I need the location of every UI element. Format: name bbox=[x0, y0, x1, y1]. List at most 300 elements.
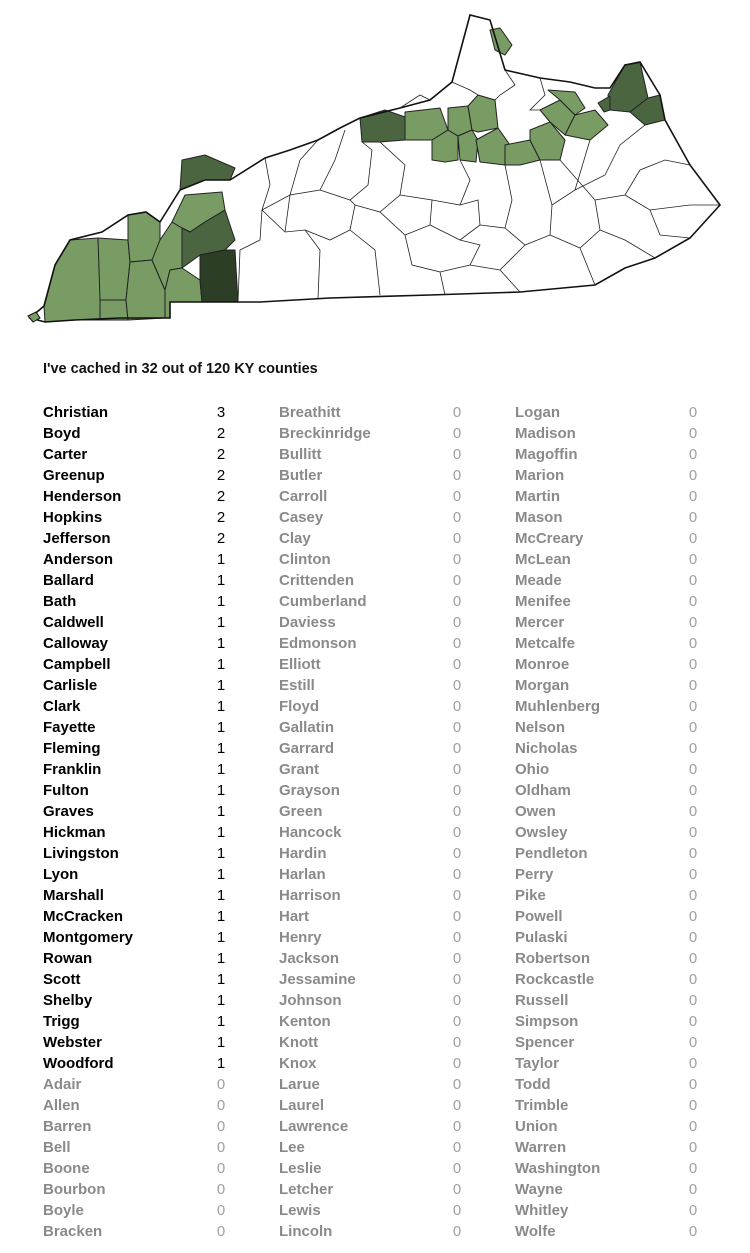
county-row bbox=[515, 948, 750, 969]
county-count: 0 bbox=[452, 992, 462, 1009]
county-count: 0 bbox=[688, 761, 698, 778]
county-count: 0 bbox=[688, 740, 698, 757]
county-name: Ohio bbox=[515, 761, 550, 778]
county-count: 0 bbox=[688, 1202, 698, 1219]
county-name: Elliott bbox=[279, 656, 321, 673]
county-name: Christian bbox=[43, 404, 109, 421]
county-name: Green bbox=[279, 803, 323, 820]
county-name: Montgomery bbox=[43, 929, 133, 946]
county-name: Marshall bbox=[43, 887, 104, 904]
county-name: Powell bbox=[515, 908, 563, 925]
county-name: Clark bbox=[43, 698, 81, 715]
county-name: McCreary bbox=[515, 530, 584, 547]
county-name: Monroe bbox=[515, 656, 570, 673]
county-count: 1 bbox=[216, 824, 226, 841]
county-name: Meade bbox=[515, 572, 562, 589]
county-count: 0 bbox=[688, 824, 698, 841]
county-row bbox=[279, 906, 515, 927]
county-name: Shelby bbox=[43, 992, 93, 1009]
county-row bbox=[279, 1179, 515, 1200]
county-name: Henderson bbox=[43, 488, 122, 505]
county-count: 2 bbox=[216, 509, 226, 526]
county-count: 0 bbox=[452, 404, 462, 421]
county-row bbox=[43, 507, 279, 528]
county-name: Spencer bbox=[515, 1034, 575, 1051]
county-name: Wolfe bbox=[515, 1223, 556, 1240]
county-name: Simpson bbox=[515, 1013, 579, 1030]
county-count: 0 bbox=[688, 950, 698, 967]
county-name: Lewis bbox=[279, 1202, 321, 1219]
county-name: Jackson bbox=[279, 950, 340, 967]
county-count: 0 bbox=[452, 740, 462, 757]
county-row bbox=[279, 444, 515, 465]
county-count: 0 bbox=[688, 1160, 698, 1177]
county-row bbox=[43, 969, 279, 990]
county-row bbox=[279, 1200, 515, 1221]
county-border bbox=[355, 142, 405, 212]
county-name: Kenton bbox=[279, 1013, 331, 1030]
county-name: Clinton bbox=[279, 551, 331, 568]
kentucky-county-map bbox=[0, 0, 750, 345]
county-count: 1 bbox=[216, 887, 226, 904]
county-row bbox=[43, 1095, 279, 1116]
county-row bbox=[43, 654, 279, 675]
county-border bbox=[320, 142, 372, 200]
county-name: Hickman bbox=[43, 824, 106, 841]
county-row bbox=[515, 822, 750, 843]
county-row bbox=[515, 696, 750, 717]
county-name: Caldwell bbox=[43, 614, 104, 631]
county-name: Barren bbox=[43, 1118, 92, 1135]
county-row bbox=[43, 717, 279, 738]
county-row bbox=[279, 885, 515, 906]
county-count: 0 bbox=[688, 572, 698, 589]
county-name: Bell bbox=[43, 1139, 71, 1156]
county-row bbox=[43, 801, 279, 822]
county-name: McLean bbox=[515, 551, 571, 568]
county-border bbox=[262, 158, 270, 210]
county-name: Bullitt bbox=[279, 446, 322, 463]
county-name: Whitley bbox=[515, 1202, 569, 1219]
county-border bbox=[530, 78, 545, 110]
county-name: Crittenden bbox=[279, 572, 354, 589]
county-row bbox=[279, 486, 515, 507]
county-row bbox=[515, 906, 750, 927]
county-column-2 bbox=[279, 402, 515, 1242]
county-count: 0 bbox=[452, 929, 462, 946]
county-row bbox=[43, 486, 279, 507]
county-name: Fayette bbox=[43, 719, 96, 736]
county-count: 2 bbox=[216, 425, 226, 442]
county-count: 0 bbox=[452, 698, 462, 715]
county-count: 0 bbox=[688, 1055, 698, 1072]
county-column-1 bbox=[43, 402, 279, 1242]
county-count: 3 bbox=[216, 404, 226, 421]
county-name: Martin bbox=[515, 488, 560, 505]
county-row bbox=[43, 675, 279, 696]
county-row bbox=[43, 696, 279, 717]
county-name: Hart bbox=[279, 908, 310, 925]
county-name: Hancock bbox=[279, 824, 342, 841]
county-row bbox=[43, 1221, 279, 1242]
county-count: 0 bbox=[216, 1181, 226, 1198]
county-row bbox=[43, 822, 279, 843]
county-row bbox=[515, 843, 750, 864]
county-row bbox=[515, 1200, 750, 1221]
county-name: Rowan bbox=[43, 950, 93, 967]
county-count: 0 bbox=[452, 824, 462, 841]
county-count: 0 bbox=[688, 1181, 698, 1198]
county-count: 0 bbox=[688, 1097, 698, 1114]
county-name: Muhlenberg bbox=[515, 698, 600, 715]
county-regions bbox=[44, 28, 665, 322]
county-row bbox=[515, 1221, 750, 1242]
county-shape bbox=[100, 300, 128, 320]
county-count: 0 bbox=[688, 887, 698, 904]
county-name: Boone bbox=[43, 1160, 90, 1177]
county-count: 1 bbox=[216, 803, 226, 820]
county-count: 0 bbox=[688, 971, 698, 988]
county-row bbox=[515, 570, 750, 591]
county-name: Owsley bbox=[515, 824, 568, 841]
county-row bbox=[279, 675, 515, 696]
county-count: 0 bbox=[688, 488, 698, 505]
county-count: 0 bbox=[688, 551, 698, 568]
county-name: Trimble bbox=[515, 1097, 569, 1114]
county-count: 1 bbox=[216, 593, 226, 610]
county-row bbox=[515, 864, 750, 885]
county-row bbox=[43, 906, 279, 927]
county-name: Trigg bbox=[43, 1013, 80, 1030]
county-count: 1 bbox=[216, 698, 226, 715]
county-count: 0 bbox=[216, 1223, 226, 1240]
county-count: 0 bbox=[688, 404, 698, 421]
county-name: Daviess bbox=[279, 614, 336, 631]
county-border bbox=[452, 82, 478, 95]
county-count: 0 bbox=[452, 1097, 462, 1114]
county-border bbox=[350, 230, 380, 295]
county-row bbox=[43, 1032, 279, 1053]
county-count: 0 bbox=[452, 551, 462, 568]
county-border bbox=[550, 160, 600, 248]
county-count: 1 bbox=[216, 1055, 226, 1072]
county-row bbox=[279, 1032, 515, 1053]
county-name: Edmonson bbox=[279, 635, 357, 652]
county-row bbox=[279, 969, 515, 990]
county-name: Laurel bbox=[279, 1097, 325, 1114]
county-name: Scott bbox=[43, 971, 81, 988]
county-name: Jefferson bbox=[43, 530, 111, 547]
county-name: Magoffin bbox=[515, 446, 578, 463]
county-row bbox=[43, 549, 279, 570]
county-name: Boyd bbox=[43, 425, 81, 442]
county-row bbox=[43, 843, 279, 864]
county-count: 0 bbox=[452, 1034, 462, 1051]
county-count: 0 bbox=[452, 1055, 462, 1072]
county-row bbox=[43, 1116, 279, 1137]
county-name: Perry bbox=[515, 866, 554, 883]
county-name: Rockcastle bbox=[515, 971, 595, 988]
county-name: Breathitt bbox=[279, 404, 341, 421]
county-name: Woodford bbox=[43, 1055, 114, 1072]
county-count: 0 bbox=[452, 761, 462, 778]
county-row bbox=[515, 654, 750, 675]
county-row bbox=[43, 780, 279, 801]
county-name: McCracken bbox=[43, 908, 124, 925]
county-border bbox=[470, 265, 520, 292]
county-count: 1 bbox=[216, 866, 226, 883]
county-name: Jessamine bbox=[279, 971, 356, 988]
county-name: Letcher bbox=[279, 1181, 334, 1198]
county-row bbox=[279, 780, 515, 801]
county-row bbox=[279, 1074, 515, 1095]
county-border bbox=[580, 248, 595, 285]
county-row bbox=[515, 801, 750, 822]
county-name: Gallatin bbox=[279, 719, 335, 736]
county-count: 0 bbox=[452, 845, 462, 862]
county-count: 0 bbox=[452, 1202, 462, 1219]
county-count: 0 bbox=[688, 1076, 698, 1093]
county-row bbox=[43, 885, 279, 906]
county-count: 0 bbox=[688, 992, 698, 1009]
county-row bbox=[515, 780, 750, 801]
county-name: Harlan bbox=[279, 866, 326, 883]
county-name: Cumberland bbox=[279, 593, 367, 610]
county-name: Estill bbox=[279, 677, 315, 694]
county-row bbox=[43, 591, 279, 612]
county-count: 0 bbox=[452, 1118, 462, 1135]
county-name: Breckinridge bbox=[279, 425, 371, 442]
county-row bbox=[279, 1116, 515, 1137]
county-count: 0 bbox=[216, 1202, 226, 1219]
county-count: 0 bbox=[688, 1139, 698, 1156]
county-name: Livingston bbox=[43, 845, 119, 862]
county-row bbox=[43, 927, 279, 948]
county-count: 0 bbox=[688, 1223, 698, 1240]
county-count: 1 bbox=[216, 761, 226, 778]
county-border bbox=[495, 70, 515, 100]
county-count: 0 bbox=[688, 719, 698, 736]
county-count: 1 bbox=[216, 1034, 226, 1051]
county-count: 0 bbox=[452, 950, 462, 967]
county-row bbox=[515, 675, 750, 696]
county-name: Carlisle bbox=[43, 677, 98, 694]
county-name: Bracken bbox=[43, 1223, 103, 1240]
county-name: Lee bbox=[279, 1139, 305, 1156]
county-row bbox=[279, 927, 515, 948]
county-name: Greenup bbox=[43, 467, 105, 484]
county-count: 1 bbox=[216, 845, 226, 862]
county-count: 0 bbox=[216, 1118, 226, 1135]
county-count: 0 bbox=[452, 635, 462, 652]
county-count: 0 bbox=[452, 1013, 462, 1030]
county-row bbox=[43, 1179, 279, 1200]
county-count: 1 bbox=[216, 656, 226, 673]
county-row bbox=[279, 654, 515, 675]
county-row bbox=[279, 696, 515, 717]
county-row bbox=[43, 1074, 279, 1095]
county-row bbox=[515, 444, 750, 465]
county-count: 0 bbox=[688, 908, 698, 925]
county-name: Carroll bbox=[279, 488, 328, 505]
county-row bbox=[279, 528, 515, 549]
county-row bbox=[515, 1074, 750, 1095]
county-count: 1 bbox=[216, 782, 226, 799]
county-row bbox=[515, 1158, 750, 1179]
county-row bbox=[43, 633, 279, 654]
county-name: Nicholas bbox=[515, 740, 578, 757]
county-count: 0 bbox=[688, 614, 698, 631]
county-count: 0 bbox=[216, 1076, 226, 1093]
county-count: 0 bbox=[452, 971, 462, 988]
county-border bbox=[430, 200, 480, 240]
county-count: 0 bbox=[688, 593, 698, 610]
county-count: 2 bbox=[216, 446, 226, 463]
county-row bbox=[515, 1116, 750, 1137]
county-name: Nelson bbox=[515, 719, 566, 736]
county-border bbox=[262, 210, 320, 298]
county-name: Hopkins bbox=[43, 509, 103, 526]
county-count: 0 bbox=[452, 488, 462, 505]
county-count: 1 bbox=[216, 992, 226, 1009]
county-row bbox=[279, 843, 515, 864]
county-name: Madison bbox=[515, 425, 576, 442]
county-count: 0 bbox=[452, 614, 462, 631]
county-name: Webster bbox=[43, 1034, 102, 1051]
county-name: Campbell bbox=[43, 656, 111, 673]
county-shape bbox=[44, 238, 100, 322]
county-count: 1 bbox=[216, 740, 226, 757]
county-name: Pulaski bbox=[515, 929, 568, 946]
county-name: Pendleton bbox=[515, 845, 588, 862]
county-row bbox=[515, 507, 750, 528]
county-name: Leslie bbox=[279, 1160, 322, 1177]
county-count: 0 bbox=[452, 509, 462, 526]
county-row bbox=[279, 1137, 515, 1158]
county-border bbox=[600, 230, 655, 258]
summary-text: I've cached in 32 out of 120 KY counties bbox=[43, 361, 318, 377]
county-row bbox=[515, 927, 750, 948]
county-row bbox=[515, 885, 750, 906]
county-name: Washington bbox=[515, 1160, 601, 1177]
county-count: 0 bbox=[452, 887, 462, 904]
county-count: 0 bbox=[452, 782, 462, 799]
county-name: Fleming bbox=[43, 740, 101, 757]
county-row bbox=[43, 402, 279, 423]
county-row bbox=[515, 549, 750, 570]
county-count: 0 bbox=[452, 1181, 462, 1198]
county-count: 0 bbox=[452, 656, 462, 673]
county-name: Mercer bbox=[515, 614, 565, 631]
county-row bbox=[279, 759, 515, 780]
county-name: Menifee bbox=[515, 593, 571, 610]
county-name: Floyd bbox=[279, 698, 319, 715]
county-name: Marion bbox=[515, 467, 565, 484]
county-border bbox=[650, 210, 690, 238]
county-row bbox=[515, 465, 750, 486]
county-count: 0 bbox=[452, 1076, 462, 1093]
county-row bbox=[279, 738, 515, 759]
county-name: Knox bbox=[279, 1055, 317, 1072]
county-count: 1 bbox=[216, 614, 226, 631]
county-count: 0 bbox=[452, 425, 462, 442]
county-count: 2 bbox=[216, 488, 226, 505]
county-name: Metcalfe bbox=[515, 635, 576, 652]
county-count: 0 bbox=[216, 1160, 226, 1177]
county-row bbox=[279, 570, 515, 591]
county-count: 0 bbox=[452, 803, 462, 820]
county-row bbox=[43, 612, 279, 633]
county-name: Grayson bbox=[279, 782, 340, 799]
county-name: Larue bbox=[279, 1076, 320, 1093]
county-count: 1 bbox=[216, 677, 226, 694]
county-row bbox=[279, 1221, 515, 1242]
county-shape bbox=[458, 130, 478, 162]
county-count: 0 bbox=[452, 1160, 462, 1177]
county-shape bbox=[180, 155, 235, 190]
county-count: 0 bbox=[688, 866, 698, 883]
county-shape bbox=[468, 95, 498, 132]
county-count: 1 bbox=[216, 908, 226, 925]
county-name: Grant bbox=[279, 761, 320, 778]
county-row bbox=[515, 717, 750, 738]
county-row bbox=[43, 528, 279, 549]
county-row bbox=[515, 969, 750, 990]
county-border bbox=[305, 200, 355, 240]
county-name: Logan bbox=[515, 404, 560, 421]
county-row bbox=[43, 738, 279, 759]
county-count: 1 bbox=[216, 1013, 226, 1030]
county-count: 1 bbox=[216, 971, 226, 988]
county-border bbox=[380, 195, 432, 235]
county-name: Casey bbox=[279, 509, 324, 526]
county-count: 1 bbox=[216, 719, 226, 736]
county-row bbox=[515, 591, 750, 612]
county-count: 0 bbox=[688, 467, 698, 484]
county-name: Garrard bbox=[279, 740, 335, 757]
county-border bbox=[480, 165, 512, 228]
county-count: 1 bbox=[216, 929, 226, 946]
county-name: Graves bbox=[43, 803, 94, 820]
county-count: 0 bbox=[452, 1223, 462, 1240]
county-name: Mason bbox=[515, 509, 563, 526]
county-row bbox=[279, 1053, 515, 1074]
county-row bbox=[515, 759, 750, 780]
county-row bbox=[515, 633, 750, 654]
county-row bbox=[515, 1053, 750, 1074]
county-name: Harrison bbox=[279, 887, 341, 904]
county-name: Todd bbox=[515, 1076, 551, 1093]
county-row bbox=[279, 402, 515, 423]
county-count: 0 bbox=[688, 530, 698, 547]
county-name: Johnson bbox=[279, 992, 342, 1009]
county-row bbox=[515, 1137, 750, 1158]
county-row bbox=[279, 507, 515, 528]
county-border bbox=[505, 160, 552, 245]
county-count: 0 bbox=[688, 782, 698, 799]
county-count: 0 bbox=[688, 509, 698, 526]
county-row bbox=[43, 465, 279, 486]
county-row bbox=[43, 759, 279, 780]
county-name: Bath bbox=[43, 593, 77, 610]
county-count: 0 bbox=[688, 656, 698, 673]
county-count: 0 bbox=[688, 635, 698, 652]
county-count: 0 bbox=[688, 803, 698, 820]
county-count: 0 bbox=[452, 572, 462, 589]
county-row bbox=[515, 1179, 750, 1200]
county-count: 0 bbox=[216, 1139, 226, 1156]
county-name: Franklin bbox=[43, 761, 102, 778]
